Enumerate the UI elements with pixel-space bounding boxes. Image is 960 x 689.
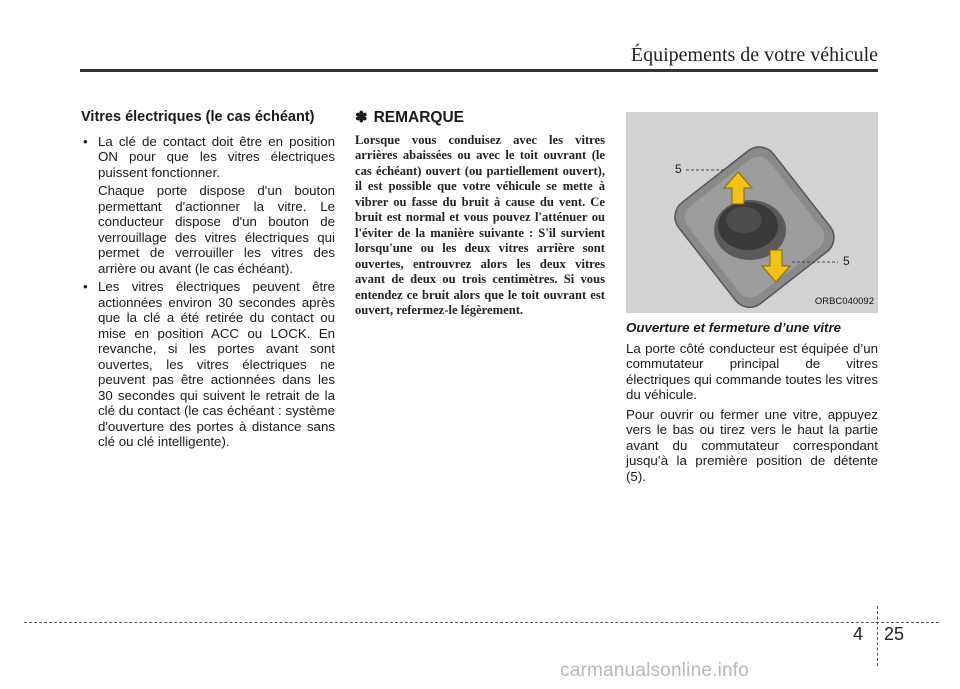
column-left	[81, 110, 335, 453]
footer-rule	[24, 622, 939, 623]
callout-label-down: 5	[843, 254, 850, 268]
window-switch-figure	[626, 112, 878, 313]
paragraph: • La clé de contact doit être en position ON pour que les vitres électriques puissent fonctionner.	[98, 133, 335, 180]
watermark: carmanualsonline.info	[560, 660, 750, 681]
figure-caption: Ouverture et fermeture d’une vitre	[626, 320, 842, 335]
figure-code: ORBC040092	[814, 295, 874, 307]
bullet-list	[81, 134, 335, 450]
list-item	[81, 134, 335, 277]
section-heading: Vitres électriques (le cas échéant)	[81, 109, 315, 125]
footer-divider	[877, 606, 878, 666]
note-heading	[355, 110, 605, 126]
header-rule	[80, 69, 878, 72]
column-right	[626, 112, 878, 488]
list-item	[81, 279, 335, 450]
window-switch-illustration	[626, 112, 878, 313]
column-middle	[355, 110, 605, 319]
note-body: Lorsque vous conduisez avec les vitres arrières abaissées ou avec le toit ouvrant (le cas échéant) ouvert (ou partiellement ouvert), il est possible que votre véhicule se mette à vibrer ou fasse du bruit à cause du vent. Ce bruit est normal et vous pouvez l'atténuer ou l'éviter de la manière suivante : S'il survient lorsqu'une ou les deux vitres arrière sont ouvertes, entrouvrez alors les deux vitres avant de deux ou trois centimètres. Si vous entendez ce bruit alors que le toit ouvrant est ouvert, refermez-le légèrement.	[355, 132, 605, 317]
note-title: REMARQUE	[373, 109, 464, 126]
paragraph: • Les vitres électriques peuvent être actionnées environ 30 secondes après que la clé a été retirée du contact ou mise en position ACC ou LOCK. En revanche, si les portes avant sont ouvertes, les vitres électriques ne peuvent pas être actionnées dans les 30 secondes qui suivent le retrait de la clé du contact (le cas échéant : système d'ouverture des portes à distance sans clé ou clé intelligente).	[98, 279, 335, 449]
note-star-icon: ✽	[355, 109, 368, 126]
paragraph: Chaque porte dispose d'un bouton permettant d'actionner la vitre. Le conducteur dispose d'un bouton de verrouillage des vitres électriques qui permet de verrouiller les vitres des arrière ou avant (le cas échéant).	[98, 183, 335, 276]
callout-label-up: 5	[675, 162, 682, 176]
page-number: 25	[884, 624, 905, 644]
header-title: Équipements de votre véhicule	[630, 44, 878, 66]
paragraph: Pour ouvrir ou fermer une vitre, appuyez vers le bas ou tirez vers le haut la partie avant du commutateur correspondant jusqu’à la première position de détente (5).	[626, 406, 878, 484]
paragraph: La porte côté conducteur est équipée d’un commutateur principal de vitres électriques qui commande toutes les vitres du véhicule.	[626, 340, 878, 402]
chapter-number: 4	[853, 624, 864, 644]
